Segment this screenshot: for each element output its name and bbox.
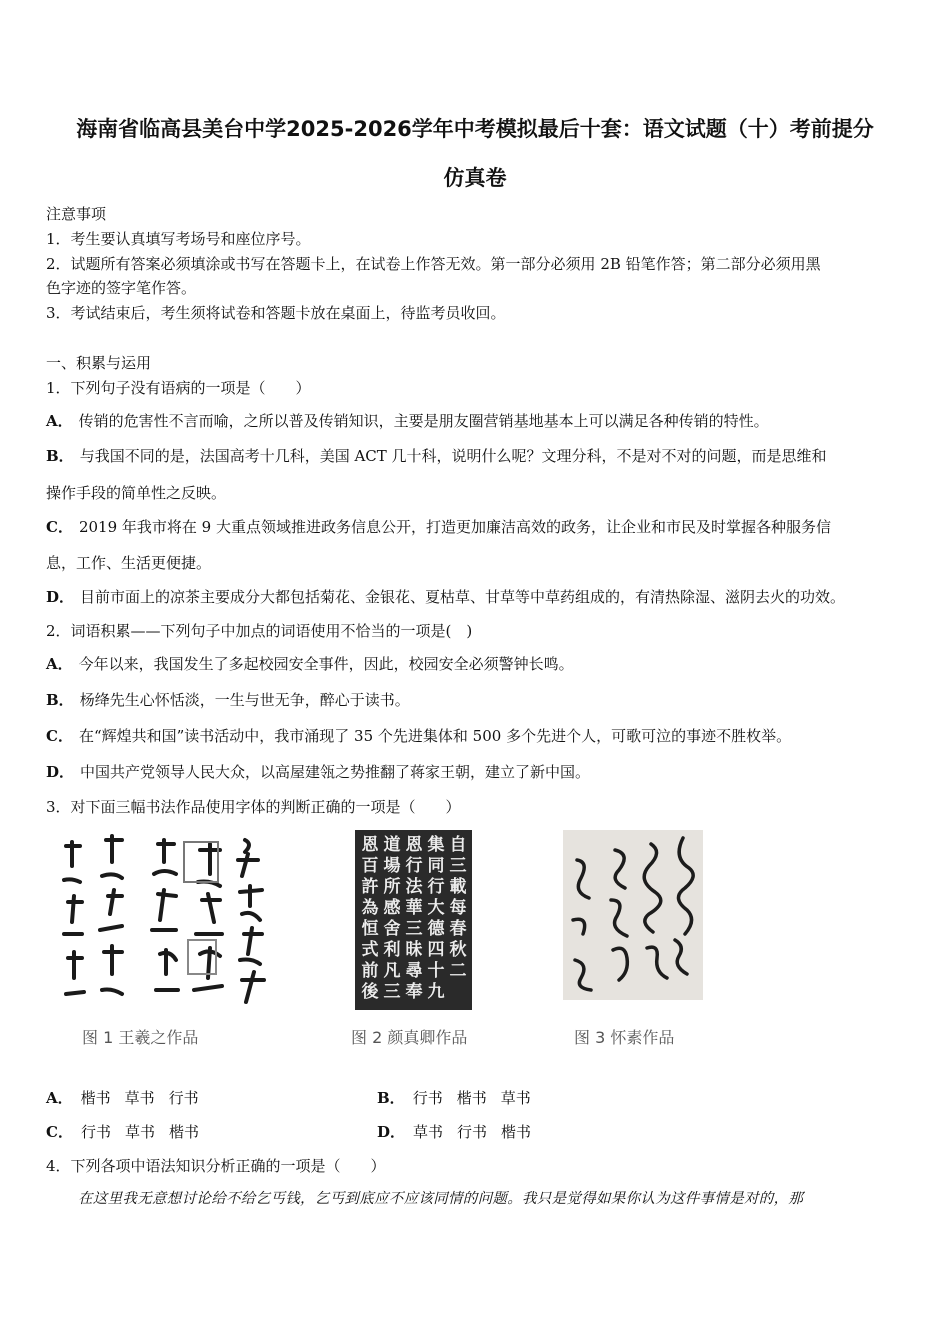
option-item: 草书 (413, 1123, 444, 1141)
option-text: 在“辉煌共和国”读书活动中，我市涌现了 35 个先进集体和 500 多个先进个人，可歌可泣的事迹不胜枚举。 (78, 727, 792, 745)
option-label: A． (46, 1089, 73, 1107)
calligraphy-character: 感 (383, 898, 401, 918)
q3-stem: 3．对下面三幅书法作品使用字体的判断正确的一项是（ ） (46, 798, 461, 816)
q2-option-b (46, 689, 410, 710)
q1-option-a (46, 410, 769, 431)
calligraphy-character: 自 (449, 835, 467, 855)
page-title-line-2: 仿真卷 (443, 166, 507, 190)
option-label: D． (46, 763, 75, 781)
calligraphy-character: 式 (361, 940, 379, 960)
calligraphy-character: 恒 (361, 919, 379, 939)
figure-huaisu-calligraphy (563, 830, 703, 1000)
option-text: 传销的危害性不言而喻，之所以普及传销知识，主要是朋友圈营销基地基本上可以满足各种传销的特性。 (78, 412, 769, 430)
calligraphy-character: 法 (405, 877, 423, 897)
option-label: B． (46, 691, 74, 709)
q4-stem: 4．下列各项中语法知识分析正确的一项是（ ） (46, 1157, 386, 1175)
option-item: 楷书 (456, 1089, 487, 1107)
notice-item-2: 2．试题所有答案必须填涂或书写在答题卡上，在试卷上作答无效。第一部分必须用 2B 铅笔作答；第二部分必须用黑 (46, 255, 821, 273)
calligraphy-character: 三 (405, 919, 423, 939)
option-label: A． (46, 655, 73, 673)
calligraphy-character: 大 (427, 898, 445, 918)
option-label: C． (46, 1123, 73, 1141)
option-item: 楷书 (168, 1123, 199, 1141)
calligraphy-character: 百 (361, 856, 379, 876)
option-text: 杨绛先生心怀恬淡，一生与世无争，醉心于读书。 (79, 691, 410, 709)
calligraphy-character: 九 (427, 982, 445, 1002)
option-item: 行书 (457, 1123, 488, 1141)
calligraphy-character: 道 (383, 835, 401, 855)
option-label: D． (46, 588, 75, 606)
calligraphy-character: 昧 (405, 940, 423, 960)
q1-option-d (46, 586, 845, 607)
calligraphy-character: 華 (405, 898, 423, 918)
calligraphy-character: 所 (383, 877, 401, 897)
calligraphy-character: 舍 (383, 919, 401, 939)
option-text: 今年以来，我国发生了多起校园安全事件，因此，校园安全必须警钟长鸣。 (78, 655, 574, 673)
calligraphy-character: 恩 (361, 835, 379, 855)
figure-wangxizhi-calligraphy (60, 830, 275, 1015)
notice-item-1: 1．考生要认真填写考场号和座位序号。 (46, 230, 311, 248)
option-label: D． (377, 1123, 406, 1141)
q2-option-c (46, 725, 791, 746)
q1-stem: 1．下列句子没有语病的一项是（ ） (46, 379, 311, 397)
calligraphy-character: 集 (427, 835, 445, 855)
option-item: 楷书 (501, 1123, 532, 1141)
figure-3-caption: 图 3 怀素作品 (574, 1028, 675, 1047)
option-label: A． (46, 412, 73, 430)
calligraphy-character: 為 (361, 898, 379, 918)
option-label: C． (46, 518, 73, 536)
q3-option-c (46, 1121, 213, 1142)
q3-option-a (46, 1087, 213, 1108)
q3-option-d (377, 1121, 545, 1142)
calligraphy-character: 恩 (405, 835, 423, 855)
calligraphy-character: 秋 (449, 940, 467, 960)
q4-passage: 在这里我无意想讨论给不给乞丐钱，乞丐到底应不应该同情的问题。我只是觉得如果你认为这件事情是对的，那 (78, 1191, 804, 1207)
option-item: 草书 (124, 1123, 155, 1141)
option-text: 中国共产党领导人民大众，以高屋建瓴之势推翻了蒋家王朝，建立了新中国。 (80, 763, 591, 781)
option-text: 2019 年我市将在 9 大重点领域推进政务信息公开，打造更加廉洁高效的政务，让企业和市民及时掌握各种服务信 (78, 518, 831, 536)
calligraphy-character: 四 (427, 940, 445, 960)
option-item: 行书 (168, 1089, 199, 1107)
calligraphy-character: 十 (427, 961, 445, 981)
notice-item-3: 3．考试结束后，考生须将试卷和答题卡放在桌面上，待监考员收回。 (46, 304, 506, 322)
q1-option-b (46, 445, 827, 466)
page-title-line-1: 海南省临高县美台中学2025-2026学年中考模拟最后十套：语文试题（十）考前提分 (76, 117, 874, 141)
calligraphy-character: 三 (383, 982, 401, 1002)
q3-option-b (377, 1087, 545, 1108)
figure-2-caption: 图 2 颜真卿作品 (351, 1028, 468, 1047)
q1-option-c-cont: 息，工作、生活更便捷。 (46, 554, 212, 572)
option-item: 楷书 (80, 1089, 111, 1107)
calligraphy-character: 每 (449, 898, 467, 918)
notice-item-2-cont: 色字迹的签字笔作答。 (46, 279, 197, 297)
option-label: C． (46, 727, 73, 745)
q2-option-a (46, 653, 574, 674)
option-label: B． (46, 447, 74, 465)
calligraphy-character: 同 (427, 856, 445, 876)
calligraphy-character: 凡 (383, 961, 401, 981)
calligraphy-character: 三 (449, 856, 467, 876)
option-label: B． (377, 1089, 405, 1107)
option-item: 行书 (412, 1089, 443, 1107)
calligraphy-character: 行 (405, 856, 423, 876)
q2-stem: 2．词语积累——下列句子中加点的词语使用不恰当的一项是( ) (46, 622, 473, 640)
calligraphy-character: 二 (449, 961, 467, 981)
calligraphy-character: 載 (449, 877, 467, 897)
calligraphy-character: 後 (361, 982, 379, 1002)
option-text: 与我国不同的是，法国高考十几科，美国 ACT 几十科，说明什么呢？文理分科，不是对不对的问题，而是思维和 (79, 447, 827, 465)
calligraphy-character: 行 (427, 877, 445, 897)
calligraphy-character: 尋 (405, 961, 423, 981)
notice-heading: 注意事项 (46, 205, 107, 223)
figure-1-caption: 图 1 王羲之作品 (82, 1028, 199, 1047)
option-item: 草书 (124, 1089, 155, 1107)
option-item: 草书 (500, 1089, 531, 1107)
option-text: 目前市面上的凉茶主要成分大都包括菊花、金银花、夏枯草、甘草等中草药组成的，有清热除湿、滋阴去火的功效。 (80, 588, 846, 606)
q1-option-c (46, 516, 831, 537)
option-item: 行书 (80, 1123, 111, 1141)
calligraphy-character: 許 (361, 877, 379, 897)
calligraphy-character: 奉 (405, 982, 423, 1002)
calligraphy-character: 場 (383, 856, 401, 876)
calligraphy-character: 利 (383, 940, 401, 960)
q2-option-d (46, 761, 590, 782)
section-heading: 一、积累与运用 (46, 354, 152, 372)
figure-yanzhenqing-calligraphy (355, 830, 472, 1010)
calligraphy-character: 春 (449, 919, 467, 939)
calligraphy-character: 德 (427, 919, 445, 939)
q1-option-b-cont: 操作手段的简单性之反映。 (46, 484, 227, 502)
calligraphy-character: 前 (361, 961, 379, 981)
